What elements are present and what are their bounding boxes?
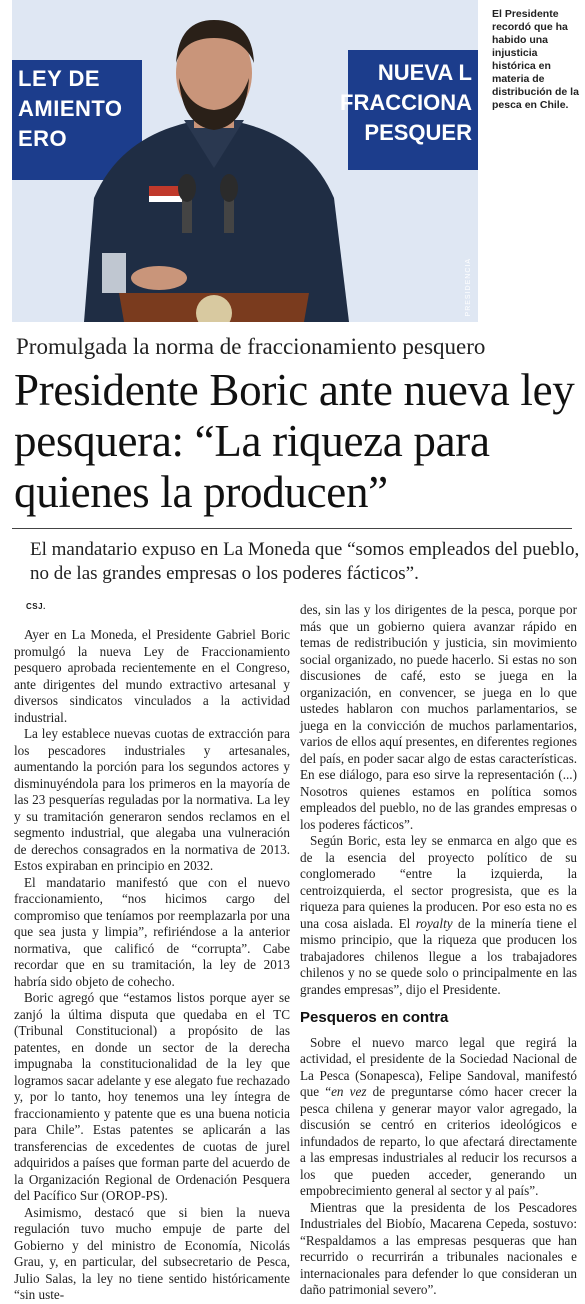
banner-text: ERO	[18, 126, 68, 151]
subheading: Pesqueros en contra	[300, 1009, 449, 1026]
photo-credit: PRESIDENCIA	[465, 257, 472, 316]
body-paragraph: La ley establece nuevas cuotas de extracción para los pescadores industriales y artesanales, aumentando la porción para los segundos actores y disminuyéndola para los primeros en la mayoría de las 23 pesquerías reguladas por la normativa. La ley y su tramitación generaron sendos reclamos en el segmento industrial, que alegaba una vulneración de derechos consagrados en la normativa de 2013. Estos expiraban en principio en 2032.	[14, 726, 290, 873]
body-paragraph: Asimismo, destacó que si bien la nueva regulación tuvo mucho empuje de parte del Gobierno y del ministro de Economía, Nicolás Grau, y, en particular, del subsecretario de Pesca, Julio Salas, la ley no tiene sentido históricamente “sin uste-	[14, 1204, 290, 1302]
banner-right	[340, 50, 478, 170]
body-paragraph: Según Boric, esta ley se enmarca en algo que es de la esencia del proyecto político de su conglomerado “entre la izquierda, la centroizquierda, el sector progresista, que es la riqueza para quienes la producen. Por eso esta no es una cosa aislada. El royalty de la minería tiene el mismo principio, que la riqueza que producen los trabajadores chilenos llegue a los trabajadores chilenos y no se quede solo o principalmente en las grandes empresas”, dijo el Presidente.	[300, 833, 577, 997]
president-figure	[64, 8, 364, 322]
banner-text: LEY DE	[18, 66, 101, 91]
body-paragraph: El mandatario manifestó que con el nuevo fraccionamiento, “nos hicimos cargo del compromiso que teníamos por reemplazarla por una que sea justa y limpia”, refiriéndose a la anterior normativa, que calificó de “corrupta”. Cabe recordar que en su tramitación, la ley de 2013 habría sido objeto de cohecho.	[14, 874, 290, 989]
banner-text: NUEVA L	[377, 60, 472, 85]
body-paragraph: Sobre el nuevo marco legal que regirá la actividad, el presidente de la Sociedad Nacional de La Pesca (Sonapesca), Felipe Sandoval, manifestó que “en vez de preguntarse cómo hacer crecer la pesca chilena y generar mayor valor agregado, la discusión se centró en criterios ideológicos e infundados de reparto, lo que afectará directamente a las empresas industriales al reducir los recursos a los que pueden acceder, generando un empobrecimiento general al sector y al país”.	[300, 1034, 577, 1198]
byline: CSJ.	[26, 602, 46, 611]
banner-text: FRACCIONA	[340, 90, 472, 115]
banner-text: AMIENTO	[18, 96, 123, 121]
body-paragraph: Boric agregó que “estamos listos porque ayer se zanjó la última disputa que quedaba en el TC (Tribunal Constitucional) a propósito de las patentes, en donde un sector de la derecha impugnaba la constitucionalidad de la ley que logramos sacar adelante y ese alegato fue rechazado y, por lo tanto, hoy tenemos una ley íntegra de fraccionamiento y patente que es una buena noticia para Chile”. Estas patentes se aplicarán a las transferencias de excedentes de cuotas de jurel adquiridos a países que forman parte del acuerdo de la Organización Regional de Ordenación Pesquera del Pacífico Sur (OROP-PS).	[14, 990, 290, 1203]
body-paragraph: Mientras que la presidenta de los Pescadores Industriales del Biobío, Macarena Cepeda, sostuvo: “Respaldamos a las empresas pesqueras que han recurrido o recurrirán a tribunales nacionales e internacionales para defender lo que consideran un daño patrimonial severo”.	[300, 1199, 577, 1297]
column-left	[14, 627, 290, 1304]
body-paragraph: des, sin las y los dirigentes de la pesca, porque por más que un gobierno quiera avanzar rápido en temas de redistribución y justicia, sin movimiento social organizado, no puede hacerlo. Si estas no son discusiones de café, esto se juega en la organización, en convencer, se juega en lo que ustedes hablaron con muchos parlamentarios, se juega en la convicción de muchos parlamentarios, varios de ellos aquí presentes, en diferentes regiones del país, en poder sacar algo de estas características. En ese diálogo, para eso sirve la representación (...) Nosotros quienes estamos en política somos empleados del pueblo, no de las grandes empresas o los poderes fácticos”.	[300, 602, 577, 832]
divider	[12, 528, 572, 529]
photo-caption: El Presidente recordó que ha habido una injusticia histórica en materia de distribución de la pesca en Chile.	[492, 8, 579, 111]
article-photo	[12, 0, 478, 322]
headline: Presidente Boric ante nueva ley pesquera: “La riqueza para quienes la producen”	[14, 365, 575, 517]
kicker: Promulgada la norma de fraccionamiento pesquero	[16, 334, 486, 359]
column-right	[300, 602, 577, 1299]
banner-text: PESQUER	[364, 120, 472, 145]
lead-paragraph: El mandatario expuso en La Moneda que “somos empleados del pueblo, no de las grandes empresas o los poderes fácticos”.	[30, 539, 580, 584]
body-paragraph: Ayer en La Moneda, el Presidente Gabriel Boric promulgó la nueva Ley de Fraccionamiento pesquero aprobada recientemente en el Congreso, ante dirigentes del mundo extractivo artesanal y diversos sindicatos vinculados a la actividad industrial.	[14, 627, 290, 725]
